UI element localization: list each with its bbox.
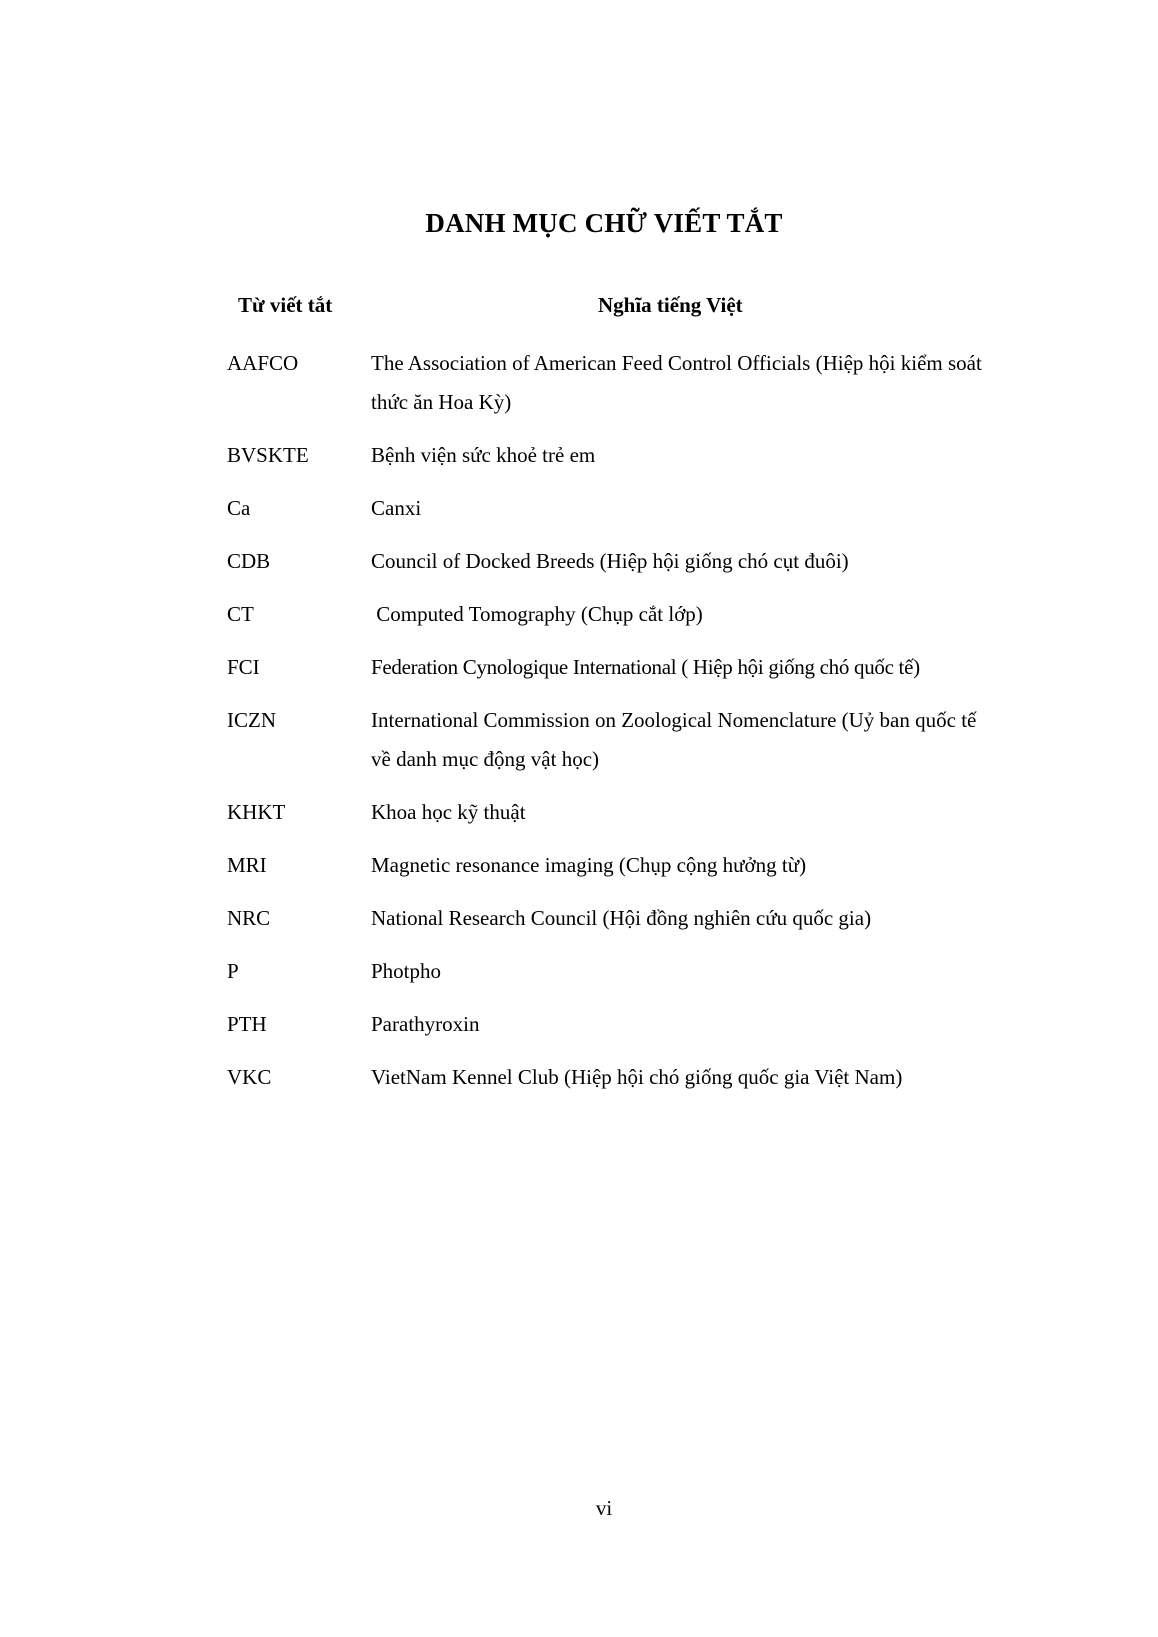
abbreviation-cell: MRI xyxy=(227,853,267,877)
table-row xyxy=(227,344,987,422)
table-row xyxy=(227,1058,987,1097)
meaning-cell: The Association of American Feed Control Officials (Hiệp hội kiểm soát thức ăn Hoa Kỳ) xyxy=(371,351,982,414)
meaning-cell: Federation Cynologique International ( Hiệp hội giống chó quốc tế) xyxy=(371,655,920,679)
meaning-cell: Council of Docked Breeds (Hiệp hội giống chó cụt đuôi) xyxy=(371,549,849,573)
table-row xyxy=(227,952,987,991)
column-header-meaning: Nghĩa tiếng Việt xyxy=(598,293,743,317)
table-row xyxy=(227,436,987,475)
meaning-cell: Khoa học kỹ thuật xyxy=(371,800,526,824)
table-row xyxy=(227,846,987,885)
table-row xyxy=(227,793,987,832)
abbreviation-cell: FCI xyxy=(227,655,260,679)
abbreviation-cell: AAFCO xyxy=(227,351,299,375)
table-row xyxy=(227,489,987,528)
abbreviation-table xyxy=(227,287,987,1089)
meaning-cell: Bệnh viện sức khoẻ trẻ em xyxy=(371,443,596,467)
abbreviation-cell: CDB xyxy=(227,549,271,573)
abbreviation-cell: PTH xyxy=(227,1012,267,1036)
meaning-cell: Canxi xyxy=(371,496,422,520)
table-row xyxy=(227,648,987,687)
page-title: DANH MỤC CHỮ VIẾT TẮT xyxy=(425,208,783,238)
table-row xyxy=(227,595,987,634)
abbreviation-cell: BVSKTE xyxy=(227,443,309,467)
page-number: vi xyxy=(595,1496,613,1520)
table-row xyxy=(227,701,987,779)
abbreviation-cell: KHKT xyxy=(227,800,286,824)
meaning-cell: Photpho xyxy=(371,959,442,983)
abbreviation-cell: P xyxy=(227,959,239,983)
meaning-cell: VietNam Kennel Club (Hiệp hội chó giống quốc gia Việt Nam) xyxy=(371,1065,903,1089)
table-row xyxy=(227,542,987,581)
meaning-cell: Parathyroxin xyxy=(371,1012,480,1036)
abbreviation-cell: NRC xyxy=(227,906,271,930)
meaning-cell: Computed Tomography (Chụp cắt lớp) xyxy=(371,602,703,626)
meaning-cell: International Commission on Zoological Nomenclature (Uỷ ban quốc tế về danh mục động vật học) xyxy=(371,708,977,771)
meaning-cell: Magnetic resonance imaging (Chụp cộng hưởng từ) xyxy=(371,853,807,877)
table-row xyxy=(227,1005,987,1044)
column-header-abbreviation: Từ viết tắt xyxy=(238,293,333,317)
abbreviation-cell: VKC xyxy=(227,1065,272,1089)
meaning-cell: National Research Council (Hội đồng nghiên cứu quốc gia) xyxy=(371,906,872,930)
table-header xyxy=(227,287,987,327)
abbreviation-cell: CT xyxy=(227,602,254,626)
table-body xyxy=(227,344,987,1111)
abbreviation-cell: ICZN xyxy=(227,708,276,732)
abbreviation-cell: Ca xyxy=(227,496,251,520)
table-row xyxy=(227,899,987,938)
